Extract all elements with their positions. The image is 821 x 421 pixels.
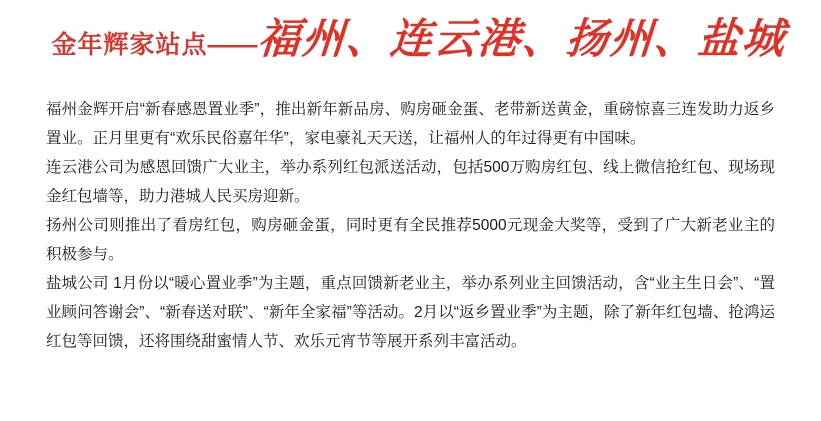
paragraph-yancheng: 盐城公司 1月份以“暖心置业季”为主题，重点回馈新老业主，举办系列业主回馈活动，含“业主生日会”、“置业顾问答谢会”、“新春送对联”、“新年全家福”等活动。2月以“返乡置业季”为主题，除了新年红包墙、抢鸿运红包等回馈，还将围绕甜蜜情人节、欢乐元宵节等展开系列丰富活动。	[46, 275, 775, 351]
headline-main-text: 福州、连云港、扬州、盐城	[255, 14, 788, 63]
page-title	[0, 0, 821, 62]
article-body	[0, 73, 821, 356]
paragraph-yangzhou: 扬州公司则推出了看房红包，购房砸金蛋，同时更有全民推荐5000元现金大奖等，受到了广大新老业主的积极参与。	[46, 217, 775, 264]
headline-dash: ——	[207, 31, 258, 59]
paragraph-lianyungang: 连云港公司为感恩回馈广大业主，举办系列红包派送活动，包括500万购房红包、线上微信抢红包、现场现金红包墙等，助力港城人民买房迎新。	[46, 159, 775, 206]
paragraph-fuzhou: 福州金辉开启“新春感恩置业季”，推出新年新品房、购房砸金蛋、老带新送黄金，重磅惊喜三连发助力返乡置业。正月里更有“欢乐民俗嘉年华”，家电豪礼天天送，让福州人的年过得更有中国味。	[46, 101, 775, 148]
headline-lead-text: 金年辉家站点	[51, 30, 208, 59]
